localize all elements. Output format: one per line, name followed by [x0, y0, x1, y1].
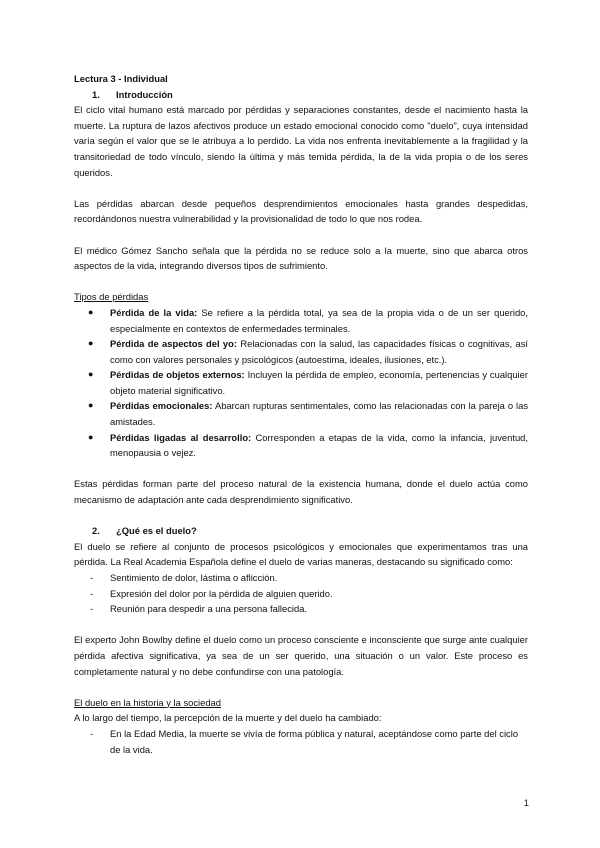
tipos-list	[74, 305, 528, 461]
historia-list	[74, 726, 528, 757]
section-1-heading	[74, 87, 528, 103]
list-item: - En la Edad Media, la muerte se vivía de forma pública y natural, aceptándose como parte del ciclo de la vida.	[90, 727, 519, 755]
list-item: ● Pérdidas ligadas al desarrollo: Corresponden a etapas de la vida, como la infancia, juventud, menopausia o vejez.	[88, 431, 528, 459]
list-item: ● Pérdida de aspectos del yo: Relacionadas con la salud, las capacidades físicas o cognitivas, así como con valores personales y psicológicos (autoestima, ideales, ilusiones, etc.).	[88, 338, 528, 365]
dash-icon: -	[90, 587, 94, 599]
dash-icon: -	[90, 727, 94, 739]
historia-heading: El duelo en la historia y la sociedad	[74, 696, 221, 708]
bullet-icon: ●	[88, 369, 94, 380]
page-number: 1	[523, 797, 529, 808]
tipos-heading: Tipos de pérdidas	[74, 291, 149, 303]
list-item: ● Pérdidas emocionales: Abarcan rupturas sentimentales, como las relacionadas con la pareja o las amistades.	[88, 400, 529, 428]
paragraph-intro: El ciclo vital humano está marcado por pérdidas y separaciones constantes, desde el nacimiento hasta la muerte. La ruptura de lazos afectivos produce un estado emocional conocido como "duelo", cuya intensidad varía según el valor que se le atribuya a lo perdido. La vida nos enfrenta inevitablemente a la fragilidad y la transitoriedad de todo vínculo, siendo la última y más temida pérdida, la de la vida propia o de los seres queridos.	[74, 104, 528, 178]
document-page	[74, 71, 528, 757]
rae-list	[74, 570, 528, 617]
paragraph-bowlby: El experto John Bowlby define el duelo como un proceso consciente e inconsciente que surge ante cualquier pérdida afectiva significativa, ya sea de un ser querido, una situación o un valor. Este proceso es completamente natural y no debe confundirse con una patología.	[74, 634, 528, 677]
document-title: Lectura 3 - Individual	[74, 73, 168, 84]
paragraph-gomez-sancho: El médico Gómez Sancho señala que la pérdida no se reduce solo a la muerte, sino que abarca otros aspectos de la vida, integrando diversos tipos de sufrimiento.	[74, 244, 528, 272]
section-2-heading	[74, 523, 528, 539]
bullet-icon: ●	[88, 400, 94, 411]
paragraph-perdidas: Las pérdidas abarcan desde pequeños desprendimientos emocionales hasta grandes despedidas, recordándonos nuestra vulnerabilidad y la provisionalidad de todo lo que nos rodea.	[74, 197, 528, 225]
dash-icon: -	[90, 603, 94, 615]
list-item: - Reunión para despedir a una persona fallecida.	[74, 601, 528, 617]
section-2-title: ¿Qué es el duelo?	[116, 525, 197, 537]
paragraph-duelo: El duelo se refiere al conjunto de procesos psicológicos y emocionales que experimentamos tras una pérdida. La Real Academia Española define el duelo de varias maneras, destacando su significado como:	[74, 540, 528, 568]
dash-icon: -	[90, 572, 94, 583]
bullet-icon: ●	[88, 306, 94, 317]
section-1-title: Introducción	[116, 88, 173, 100]
section-1-number: 1.	[92, 88, 100, 100]
list-item: - Expresión del dolor por la pérdida de alguien querido.	[74, 586, 528, 602]
bullet-icon: ●	[88, 338, 94, 349]
section-2-number: 2.	[92, 525, 100, 537]
paragraph-adaptacion: Estas pérdidas forman parte del proceso natural de la existencia humana, donde el duelo actúa como mecanismo de adaptación ante cada desprendimiento significativo.	[74, 478, 528, 506]
list-item: ● Pérdidas de objetos externos: Incluyen la pérdida de empleo, economía, pertenencias y cualquier objeto material significativo.	[88, 369, 528, 396]
bullet-icon: ●	[88, 431, 94, 442]
list-item: - Sentimiento de dolor, lástima o aflicción.	[74, 570, 528, 586]
paragraph-historia: A lo largo del tiempo, la percepción de la muerte y del duelo ha cambiado:	[74, 712, 382, 724]
list-item: ● Pérdida de la vida: Se refiere a la pérdida total, ya sea de la propia vida o de un ser querido, especialmente en contextos de enfermedades terminales.	[88, 306, 528, 334]
